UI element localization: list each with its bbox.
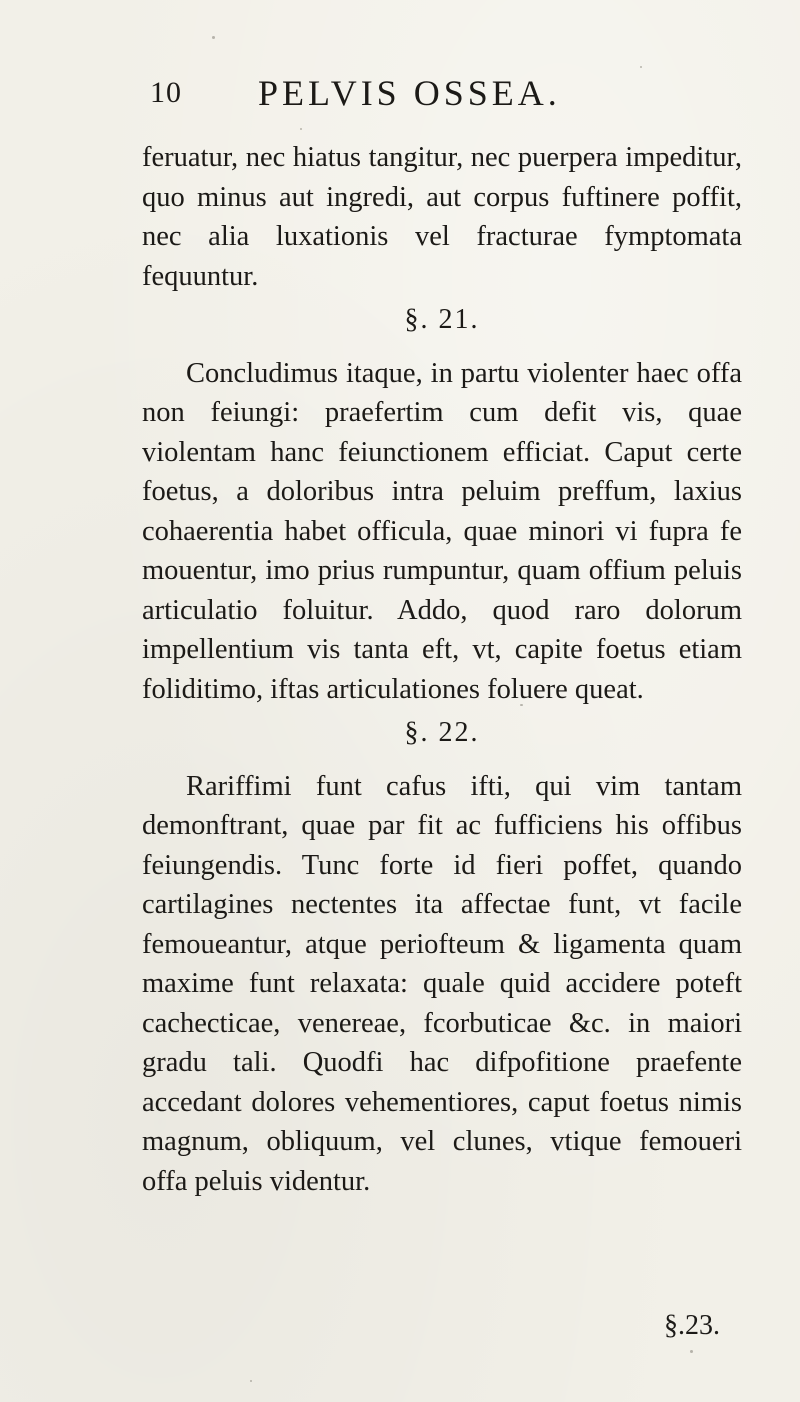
running-head: PELVIS OSSEA. [258, 73, 561, 113]
paragraph-section-21: Concludimus itaque, in partu violenter haec offa non feiungi: praefertim cum defit vis, quae violentam hanc feiunctionem efficiat. Caput certe foetus, a doloribus intra peluim preffum, laxius cohaerentia habet officula, quae minori vi fupra fe mouentur, imo prius rumpuntur, quam offium peluis articulatio foluitur. Addo, quod raro dolorum impellentium vis tanta eft, vt, capite foetus etiam foliditimo, iftas articulationes foluere queat. [142, 357, 742, 705]
paragraph-section-22: Rariffimi funt cafus ifti, qui vim tantam demonftrant, quae par fit ac fufficiens his offibus feiungendis. Tunc forte id fieri poffet, quando cartilagines nectentes ita affectae funt, vt facile femoueantur, atque periofteum & ligamenta quam maxime funt relaxata: quale quid accidere poteft cachecticae, venereae, fcorbuticae &c. in maiori gradu tali. Quodfi hac difpofitione praefente accedant dolores vehementiores, caput foetus nimis magnum, obliquum, vel clunes, vtique femoueri offa peluis videntur. [142, 770, 742, 1197]
section-heading-22: §. 22. [404, 717, 480, 748]
paper-speck [250, 1380, 252, 1382]
paper-speck [640, 66, 642, 68]
paragraph-continuation: feruatur, nec hiatus tangitur, nec puerpera impeditur, quo minus aut ingredi, aut corpus fuftinere poffit, nec alia luxationis vel fracturae fymptomata fequuntur. [142, 142, 742, 292]
page-header [150, 72, 710, 122]
paper-speck [300, 128, 302, 130]
paper-speck [520, 704, 523, 706]
section-heading-21: §. 21. [404, 304, 480, 335]
body-text [142, 138, 742, 1201]
paper-speck [212, 36, 215, 39]
page-number: 10 [150, 76, 182, 109]
catchword: §.23. [664, 1310, 720, 1341]
paper-speck [690, 1350, 693, 1353]
